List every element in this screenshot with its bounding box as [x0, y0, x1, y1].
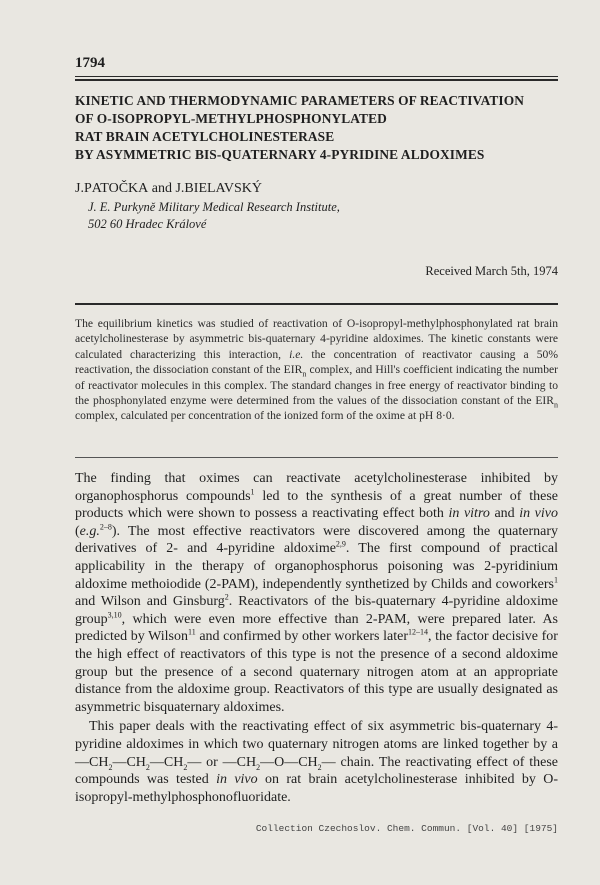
- body-text: This paper deals with the reactivating effect of six asymmetric bis-quaternary 4-pyridine aldoximes in which two quaternary nitrogen atoms are linked together by a —CH: [75, 719, 558, 770]
- journal-footer: Collection Czechoslov. Chem. Commun. [Vol. 40] [1975]: [255, 823, 558, 834]
- citation: 2–8: [99, 522, 112, 532]
- affiliation-line: J. E. Purkyně Military Medical Research Institute,: [88, 200, 340, 214]
- affiliation: [88, 199, 340, 233]
- body-paragraph: [75, 470, 558, 716]
- body-paragraph: [75, 718, 558, 806]
- body-text: —CH: [149, 754, 184, 770]
- abstract-rule: [75, 303, 558, 305]
- body-text: . The first compound of practical applicability in the therapy of organophosphorus poisoning was 2-pyridinium aldoxime methoiodide (2-PAM), independently synthetized by Childs and coworkers: [75, 541, 558, 592]
- title-line: OF O-ISOPROPYL-METHYLPHOSPHONYLATED: [75, 111, 387, 126]
- citation: 3,10: [107, 610, 122, 620]
- title-line: KINETIC AND THERMODYNAMIC PARAMETERS OF REACTIVATION: [75, 93, 524, 108]
- author-1-surname: ATOČKA: [91, 181, 149, 196]
- abstract-text: the concentration of reactivator causing a 50% reactivation, the dissociation constant of the EIR: [75, 347, 558, 377]
- subscript: 2: [108, 762, 113, 772]
- author-2-surname: IELAVSKÝ: [193, 181, 262, 196]
- body-italic: e.g.: [79, 523, 100, 539]
- author-line: [75, 181, 262, 197]
- body-text: led to the synthesis of a great number of these products which were shown to possess a reactivating effect both: [75, 488, 559, 522]
- abstract-text: The equilibrium kinetics was studied of reactivation of O-isopropyl-methylphosphonylated rat brain acetylcholinesterase by asymmetric bis-quaternary 4-pyridine aldoximes. The kinetic constants were calculated characterizing this interaction,: [75, 317, 558, 361]
- body-text: and confirmed by other workers later: [195, 629, 408, 645]
- abstract: [75, 316, 558, 424]
- citation: 11: [187, 627, 196, 637]
- abstract-end-rule: [75, 457, 558, 458]
- article-title: [75, 92, 558, 164]
- body-italic: in vitro: [448, 506, 490, 522]
- received-date: Received March 5th, 1974: [425, 264, 558, 278]
- header-rule-thin: [75, 76, 558, 77]
- body-text: —CH: [112, 754, 146, 770]
- body-italic: in vivo: [519, 506, 558, 522]
- subscript: 2: [183, 762, 188, 772]
- affiliation-line: 502 60 Hradec Králové: [88, 217, 207, 231]
- body-text: . Reactivators of the bis-quaternary 4-pyridine aldoxime group: [75, 594, 558, 627]
- subscript: 2: [317, 762, 322, 772]
- body-text: , the factor decisive for the high effect of reactivators of this type is not the presence of a second aldoxime group but the presence of a second quaternary nitrogen atom at an appropriate distance from the aldoxime group. Reactivators of this type are usually designated as asymmetric bisquaternary aldoximes.: [75, 629, 558, 715]
- citation: 2: [224, 592, 229, 602]
- body-italic: in vivo: [216, 772, 258, 788]
- body-text: —O—CH: [260, 754, 318, 770]
- subscript: 2: [256, 762, 261, 772]
- author-1-initial: J.P: [75, 181, 92, 196]
- title-line: RAT BRAIN ACETYLCHOLINESTERASE: [75, 129, 335, 144]
- article-body: [75, 470, 558, 806]
- body-text: , which were even more effective than 2-PAM, were prepared later. As predicted by Wilson: [75, 611, 558, 645]
- abstract-italic: i.e.: [289, 347, 304, 361]
- body-text: and Wilson and Ginsburg: [75, 594, 225, 610]
- abstract-subscript: n: [302, 369, 307, 379]
- citation: 12–14: [407, 627, 428, 637]
- citation: 1: [554, 574, 558, 584]
- author-conjunction: and: [148, 181, 176, 196]
- body-text: and: [489, 506, 520, 522]
- body-text: on rat brain acetylcholinesterase inhibited by O-isopropyl-methylphosphonofluoridate.: [75, 772, 558, 805]
- citation: 1: [250, 486, 255, 496]
- body-text: ). The most effective reactivators were discovered among the quaternary derivatives of 2- and 4-pyridine aldoxime: [75, 523, 558, 557]
- abstract-text: complex, calculated per concentration of the ionized form of the oxime at pH 8·0.: [75, 409, 455, 423]
- body-text: — chain. The reactivating effect of these compounds was tested: [75, 754, 558, 788]
- body-text: (: [75, 523, 80, 539]
- body-text: — or —CH: [187, 754, 257, 770]
- abstract-text: complex, and Hill's coefficient indicating the number of reactivator molecules in this complex. The standard changes in free energy of reactivator binding to the phosphonylated enzyme were determined from the values of the dissociation constant of the EIR: [75, 363, 559, 408]
- citation: 2,9: [335, 539, 346, 549]
- title-line: BY ASYMMETRIC BIS-QUATERNARY 4-PYRIDINE ALDOXIMES: [75, 147, 485, 162]
- abstract-subscript: n: [554, 400, 558, 410]
- header-rule-thick: [75, 79, 558, 81]
- subscript: 2: [145, 762, 150, 772]
- page-number: 1794: [75, 55, 105, 71]
- body-text: The finding that oximes can reactivate acetylcholinesterase inhibited by organophosphorus compounds: [75, 471, 558, 504]
- author-2-initial: J.B: [175, 181, 194, 196]
